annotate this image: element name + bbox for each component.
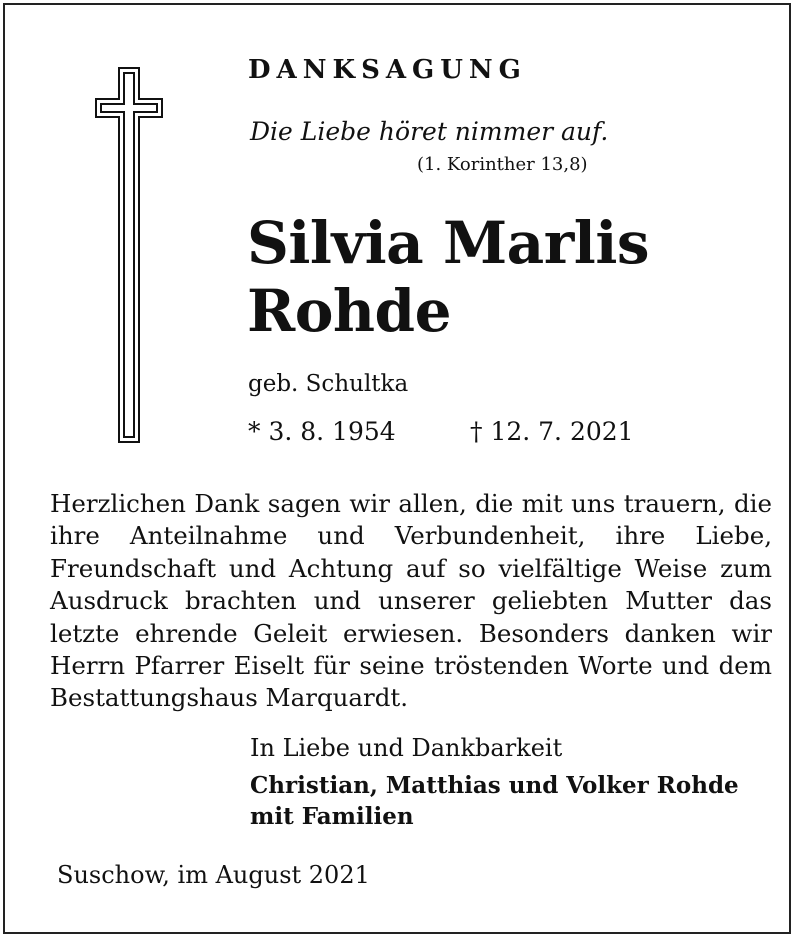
name-line-1: Silvia Marlis	[247, 209, 650, 277]
deceased-name	[247, 209, 649, 345]
closing-line: In Liebe und Dankbarkeit	[250, 734, 563, 762]
bible-quote: Die Liebe höret nimmer auf.	[250, 117, 609, 146]
notice-frame	[3, 3, 791, 934]
name-line-2: Rohde	[247, 277, 452, 345]
place-and-date: Suschow, im August 2021	[57, 861, 370, 889]
thank-you-text: Herzlichen Dank sagen wir allen, die mit uns trauern, die ihre Anteilnahme und Verbundenheit, ihre Liebe, Freundschaft und Achtung auf so vielfältige Weise zum Ausdruck brachten und unserer geliebten Mutter das letzte ehrende Geleit erwiesen. Besonders danken wir Herrn Pfarrer Eiselt für seine tröstenden Worte und dem Bestattungshaus Marquardt.	[50, 489, 772, 713]
birth-date: * 3. 8. 1954	[248, 417, 396, 446]
quote-reference: (1. Korinther 13,8)	[417, 154, 588, 175]
signers-line-1: Christian, Matthias und Volker Rohde	[250, 772, 739, 799]
notice-title: DANKSAGUNG	[248, 55, 527, 85]
signers	[250, 770, 739, 832]
maiden-name: geb. Schultka	[248, 371, 409, 397]
cross-icon	[95, 67, 163, 443]
death-date: † 12. 7. 2021	[470, 417, 634, 446]
signers-line-2: mit Familien	[250, 803, 414, 830]
